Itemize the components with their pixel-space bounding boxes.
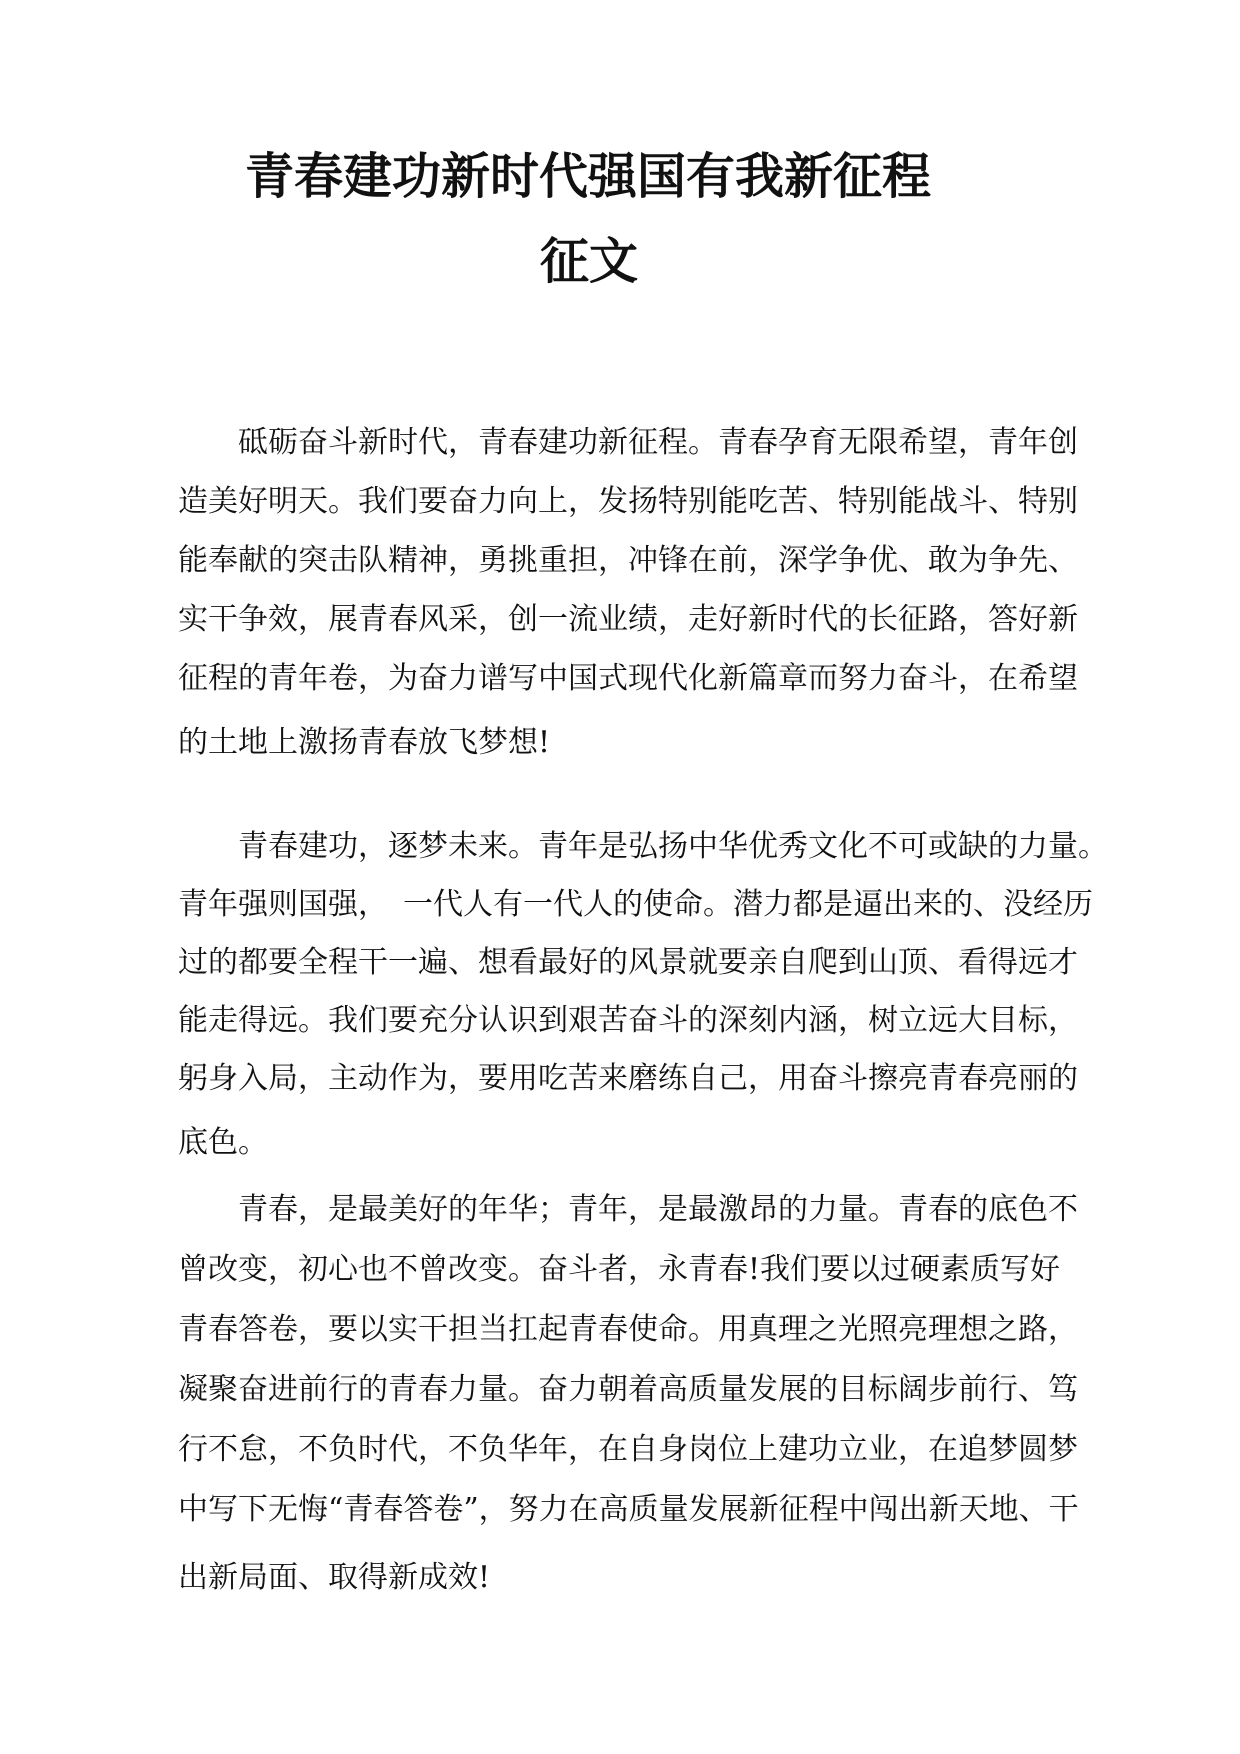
paragraph-line: 实干争效，展青春风采，创一流业绩，走好新时代的长征路，答好新 (178, 602, 1078, 637)
paragraph-line: 行不怠，不负时代，不负华年，在自身岗位上建功立业，在追梦圆梦 (178, 1432, 1078, 1467)
paragraph-line: 青年强则国强， 一代人有一代人的使命。潜力都是逼出来的、没经历 (178, 887, 1093, 922)
paragraph-line: 造美好明天。我们要奋力向上，发扬特别能吃苦、特别能战斗、特别 (178, 484, 1078, 519)
paragraph-line: 砥砺奋斗新时代，青春建功新征程。青春孕育无限希望，青年创 (238, 425, 1078, 460)
paragraph-line: 青春答卷，要以实干担当扛起青春使命。用真理之光照亮理想之路， (178, 1312, 1078, 1347)
paragraph-line: 中写下无悔“青春答卷”，努力在高质量发展新征程中闯出新天地、干 (178, 1492, 1079, 1527)
paragraph-line: 过的都要全程干一遍、想看最好的风景就要亲自爬到山顶、看得远才 (178, 945, 1078, 980)
paragraph-line: 凝聚奋进前行的青春力量。奋力朝着高质量发展的目标阔步前行、笃 (178, 1372, 1078, 1407)
paragraph-line: 的土地上激扬青春放飞梦想! (178, 725, 551, 760)
paragraph-line: 躬身入局，主动作为，要用吃苦来磨练自己，用奋斗擦亮青春亮丽的 (178, 1061, 1078, 1096)
paragraph-line: 底色。 (178, 1125, 268, 1160)
paragraph-line: 能奉献的突击队精神，勇挑重担，冲锋在前，深学争优、敢为争先、 (178, 543, 1078, 578)
paragraph-line: 青春，是最美好的年华；青年，是最激昂的力量。青春的底色不 (238, 1192, 1078, 1227)
paragraph-line: 出新局面、取得新成效! (178, 1560, 491, 1595)
paragraph-line: 曾改变，初心也不曾改变。奋斗者，永青春!我们要以过硬素质写好 (178, 1252, 1061, 1287)
paragraph-line: 能走得远。我们要充分认识到艰苦奋斗的深刻内涵，树立远大目标， (178, 1003, 1078, 1038)
paragraph-line: 征程的青年卷，为奋力谱写中国式现代化新篇章而努力奋斗，在希望 (178, 661, 1078, 696)
paragraph-line: 青春建功，逐梦未来。青年是弘扬中华优秀文化不可或缺的力量。 (238, 829, 1108, 864)
document-subtitle: 征文 (539, 233, 638, 290)
document-title: 青春建功新时代强国有我新征程 (244, 148, 931, 205)
